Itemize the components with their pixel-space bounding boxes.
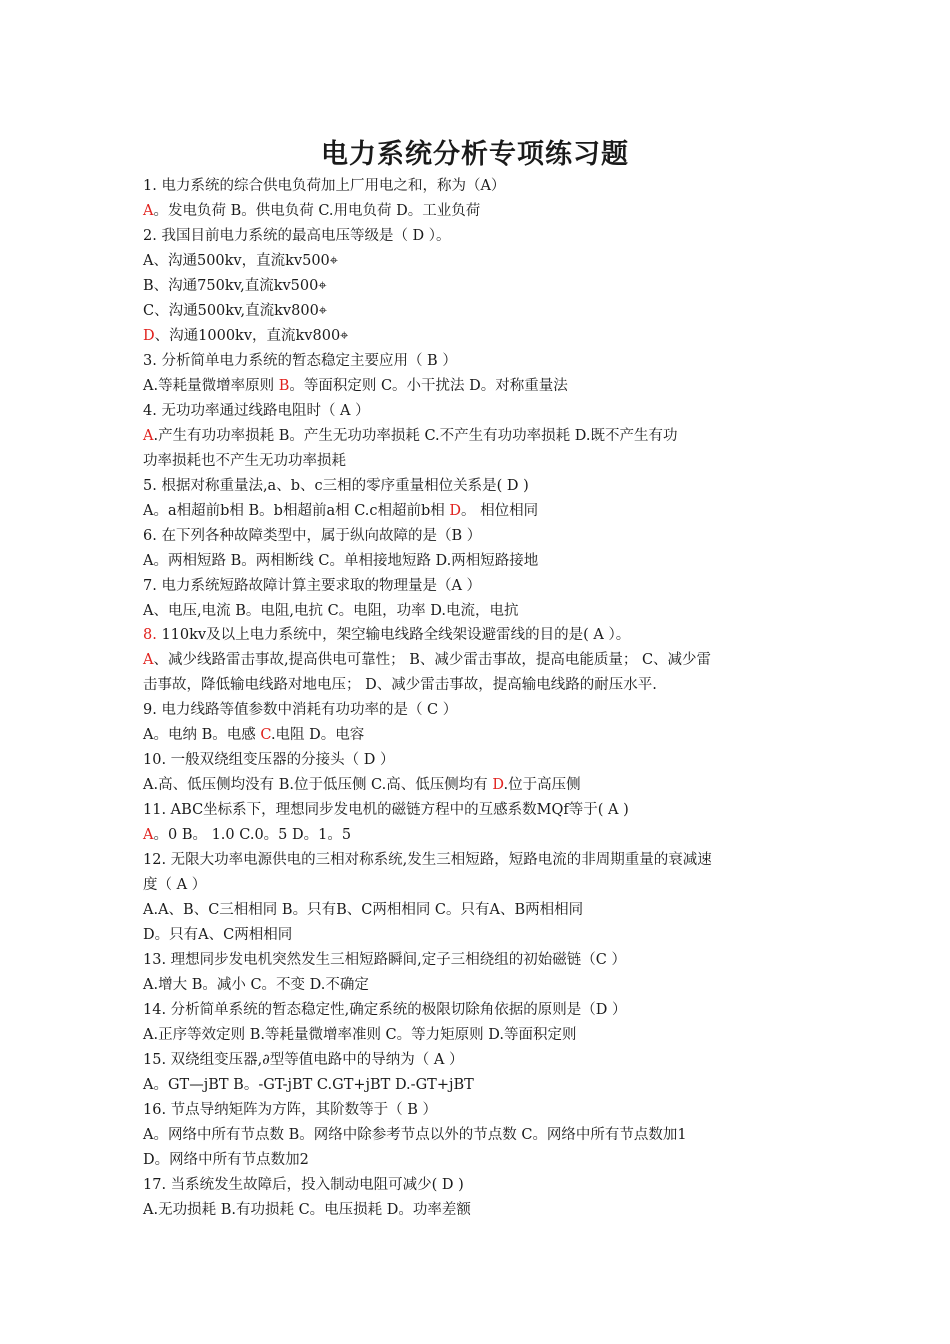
line-text: A.高、低压侧均没有 B.位于低压侧 C.高、低压侧均有 [143,777,493,793]
text-line [143,900,583,920]
text-line [143,700,457,720]
text-line [143,326,348,346]
line-text: C、沟通500kv,直流kv800⌖ [143,303,327,319]
answer-mark: C [260,727,271,743]
text-line [143,675,657,695]
line-text: A。a相超前b相 B。b相超前a相 C.c相超前b相 [143,503,450,519]
text-line [143,800,629,820]
text-line [143,1075,474,1095]
line-text: D。只有A、C两相相同 [143,927,293,943]
line-text: 。发电负荷 B。供电负荷 C.用电负荷 D。工业负荷 [153,203,481,219]
line-text: 6. 在下列各种故障类型中，属于纵向故障的是（B ） [143,528,482,544]
text-line [143,1050,463,1070]
text-line [143,176,505,196]
line-text: 击事故，降低输电线路对地电压； D、减少雷击事故，提高输电线路的耐压水平. [143,677,657,693]
line-text: B、沟通750kv,直流kv500⌖ [143,278,327,294]
text-line [143,276,327,296]
line-text: 13. 理想同步发电机突然发生三相短路瞬间,定子三相绕组的初始磁链（C ） [143,952,626,968]
line-text: 。 相位相同 [461,503,539,519]
text-line [143,501,538,521]
text-line [143,301,327,321]
text-line [143,825,351,845]
text-line [143,850,712,870]
answer-mark: A [143,428,154,444]
text-line [143,1200,471,1220]
line-text: A。电纳 B。电感 [143,727,261,743]
text-line [143,625,630,645]
line-text: 10. 一般双绕组变压器的分接头（ D ） [143,752,395,768]
text-line [143,1175,464,1195]
text-line [143,576,481,596]
answer-mark: A [143,827,154,843]
answer-mark: D [449,503,462,519]
line-text: 7. 电力系统短路故障计算主要求取的物理量是（A ） [143,578,482,594]
answer-mark: A [143,203,154,219]
answer-mark: D [143,328,155,344]
line-text: 5. 根据对称重量法,a、b、c三相的零序重量相位关系是( D ) [143,478,529,494]
text-line [143,351,457,371]
line-text: 、沟通1000kv，直流kv800⌖ [154,328,349,344]
text-line [143,476,529,496]
line-text: A.正序等效定则 B.等耗量微增率准则 C。等力矩原则 D.等面积定则 [143,1027,577,1043]
text-line [143,1150,309,1170]
answer-mark: B [278,378,290,394]
text-line [143,975,369,995]
text-line [143,451,346,471]
text-line [143,950,626,970]
answer-mark: A [143,652,154,668]
text-line [143,925,292,945]
text-line [143,775,581,795]
text-line [143,725,364,745]
line-text: 15. 双绕组变压器,∂型等值电路中的导纳为（ A ） [143,1052,464,1068]
answer-mark: D [492,777,504,793]
line-text: 16. 节点导纳矩阵为方阵，其阶数等于（ B ） [143,1102,438,1118]
line-text: A。两相短路 B。两相断线 C。单相接地短路 D.两相短路接地 [143,553,539,569]
line-text: A、电压,电流 B。电阻,电抗 C。电阻，功率 D.电流，电抗 [143,603,519,619]
line-text: D。网络中所有节点数加2 [143,1152,309,1168]
line-text: 度（ A ） [143,877,207,893]
line-text: A。网络中所有节点数 B。网络中除参考节点以外的节点数 C。网络中所有节点数加1 [143,1127,687,1143]
line-text: .位于高压侧 [503,777,581,793]
line-text: A、沟通500kv，直流kv500⌖ [143,253,338,269]
text-line [143,426,677,446]
line-text: 4. 无功功率通过线路电阻时（ A ） [143,403,370,419]
text-line [143,376,568,396]
text-line [143,251,338,271]
line-text: 1. 电力系统的综合供电负荷加上厂用电之和，称为（A） [143,178,506,194]
text-line [143,750,395,770]
text-line [143,551,538,571]
line-text: 14. 分析简单系统的暂态稳定性,确定系统的极限切除角依据的原则是（D ） [143,1002,627,1018]
line-text: 2. 我国目前电力系统的最高电压等级是（ D ）。 [143,228,451,244]
text-line [143,650,711,670]
text-line [143,201,480,221]
line-text: A.等耗量微增率原则 [143,378,279,394]
line-text: .产生有功功率损耗 B。产生无功功率损耗 C.不产生有功功率损耗 D.既不产生有功 [153,428,678,444]
line-text: A。GT—jBT B。-GT-jBT C.GT+jBT D.-GT+jBT [143,1077,474,1093]
line-text: 功率损耗也不产生无功功率损耗 [143,453,346,469]
line-text: 。0 B。 1.0 C.0。5 D。1。5 [153,827,352,843]
text-line [143,226,451,246]
line-text: A.无功损耗 B.有功损耗 C。电压损耗 D。功率差额 [143,1202,471,1218]
text-line [143,1000,627,1020]
text-line [143,401,370,421]
line-text: 、减少线路雷击事故,提高供电可靠性； B、减少雷击事故，提高电能质量； C、减少雷 [153,652,712,668]
line-text: 9. 电力线路等值参数中消耗有功功率的是（ C ） [143,702,458,718]
line-text: .电阻 D。电容 [270,727,365,743]
answer-mark: 8. [143,627,157,643]
text-line [143,1100,437,1120]
line-text: A.A、B、C三相相同 B。只有B、C两相相同 C。只有A、B两相相同 [143,902,584,918]
line-text: 12. 无限大功率电源供电的三相对称系统,发生三相短路，短路电流的非周期重量的衰减速 [143,852,712,868]
text-line [143,875,206,895]
text-line [143,1025,576,1045]
page-title: 电力系统分析专项练习题 [321,139,629,170]
line-text: 17. 当系统发生故障后，投入制动电阻可减少( D ) [143,1177,464,1193]
text-line [143,526,481,546]
text-line [143,601,518,621]
line-text: A.增大 B。减小 C。不变 D.不确定 [143,977,369,993]
line-text: 110kv及以上电力系统中，架空输电线路全线架设避雷线的目的是( A ）。 [156,627,631,643]
line-text: 3. 分析简单电力系统的暂态稳定主要应用（ B ） [143,353,457,369]
text-line [143,1125,687,1145]
line-text: 。等面积定则 C。小干扰法 D。对称重量法 [289,378,568,394]
line-text: 11. ABC坐标系下，理想同步发电机的磁链方程中的互感系数MQf等于( A ) [143,802,629,818]
